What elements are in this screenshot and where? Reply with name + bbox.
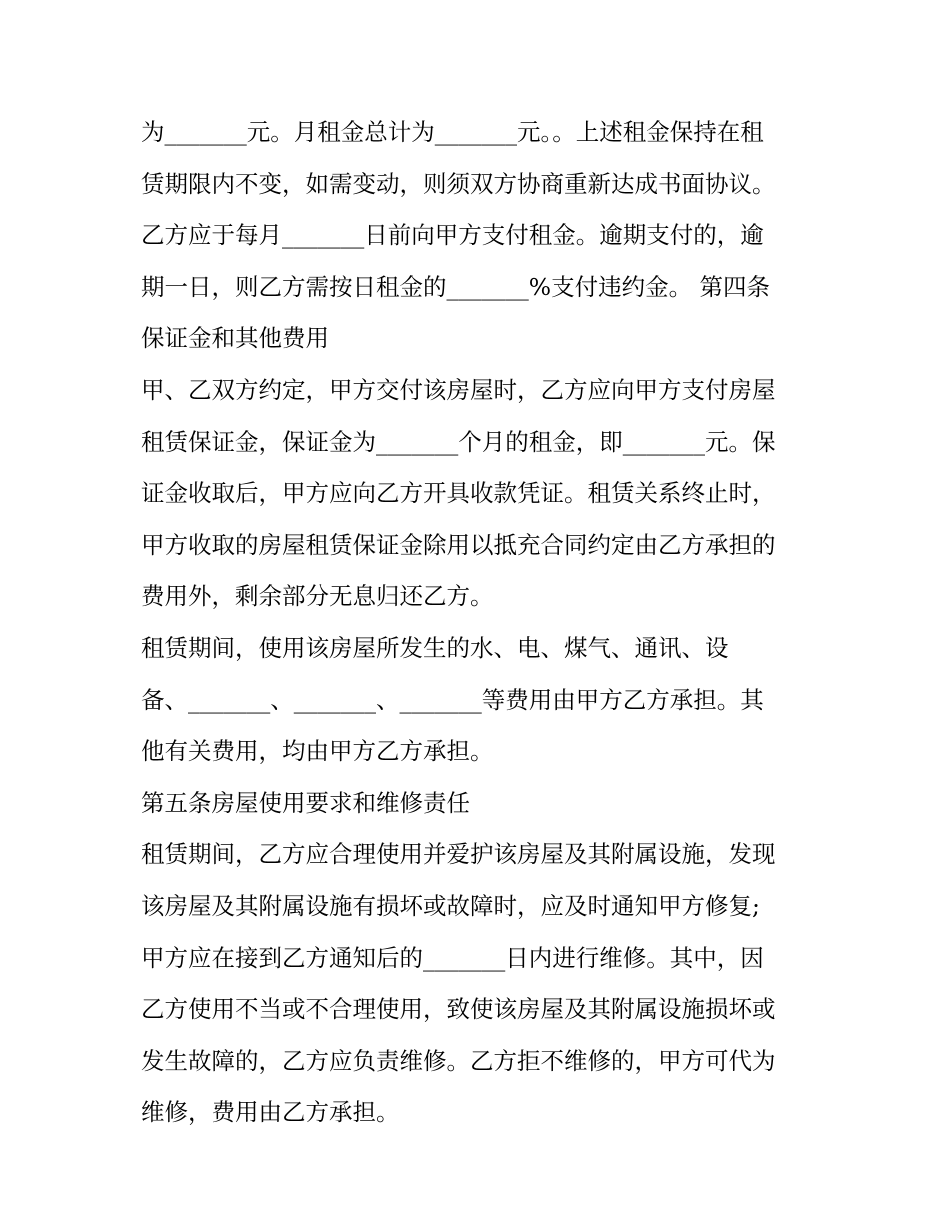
text-line: 乙方应于每月_______日前向甲方支付租金。逾期支付的，逾: [141, 221, 764, 250]
text-line: 费用外，剩余部分无息归还乙方。: [141, 582, 494, 611]
text-line: 发生故障的，乙方应负责维修。乙方拒不维修的，甲方可代为: [141, 1046, 776, 1075]
text-line: 备、_______、_______、_______等费用由甲方乙方承担。其: [141, 685, 764, 714]
text-line: 他有关费用，均由甲方乙方承担。: [141, 737, 494, 766]
text-line: 为_______元。月租金总计为_______元。。上述租金保持在租: [141, 118, 764, 146]
section-heading-maintenance: 第五条房屋使用要求和维修责任: [141, 788, 470, 817]
text-line: 证金收取后，甲方应向乙方开具收款凭证。租赁关系终止时，: [141, 479, 776, 508]
text-line: 租赁期间，乙方应合理使用并爱护该房屋及其附属设施，发现: [141, 840, 776, 869]
text-line: 维修，费用由乙方承担。: [141, 1098, 400, 1127]
text-line: 租赁期间，使用该房屋所发生的水、电、煤气、通讯、设: [141, 633, 729, 662]
text-line: 期一日，则乙方需按日租金的_______%支付违约金。 第四条: [141, 272, 771, 301]
text-line: 甲方应在接到乙方通知后的_______日内进行维修。其中，因: [141, 943, 764, 972]
text-line: 甲方收取的房屋租赁保证金除用以抵充合同约定由乙方承担的: [141, 530, 776, 559]
text-line: 赁期限内不变，如需变动，则须双方协商重新达成书面协议。: [141, 169, 776, 198]
text-line: 租赁保证金，保证金为_______个月的租金，即_______元。保: [141, 427, 776, 456]
document-body: [141, 107, 831, 1139]
text-line: 乙方使用不当或不合理使用，致使该房屋及其附属设施损坏或: [141, 995, 776, 1024]
text-line: 甲、乙双方约定，甲方交付该房屋时，乙方应向甲方支付房屋: [141, 375, 776, 404]
section-heading-deposit: 保证金和其他费用: [141, 324, 329, 353]
text-line: 该房屋及其附属设施有损坏或故障时，应及时通知甲方修复;: [141, 891, 760, 920]
